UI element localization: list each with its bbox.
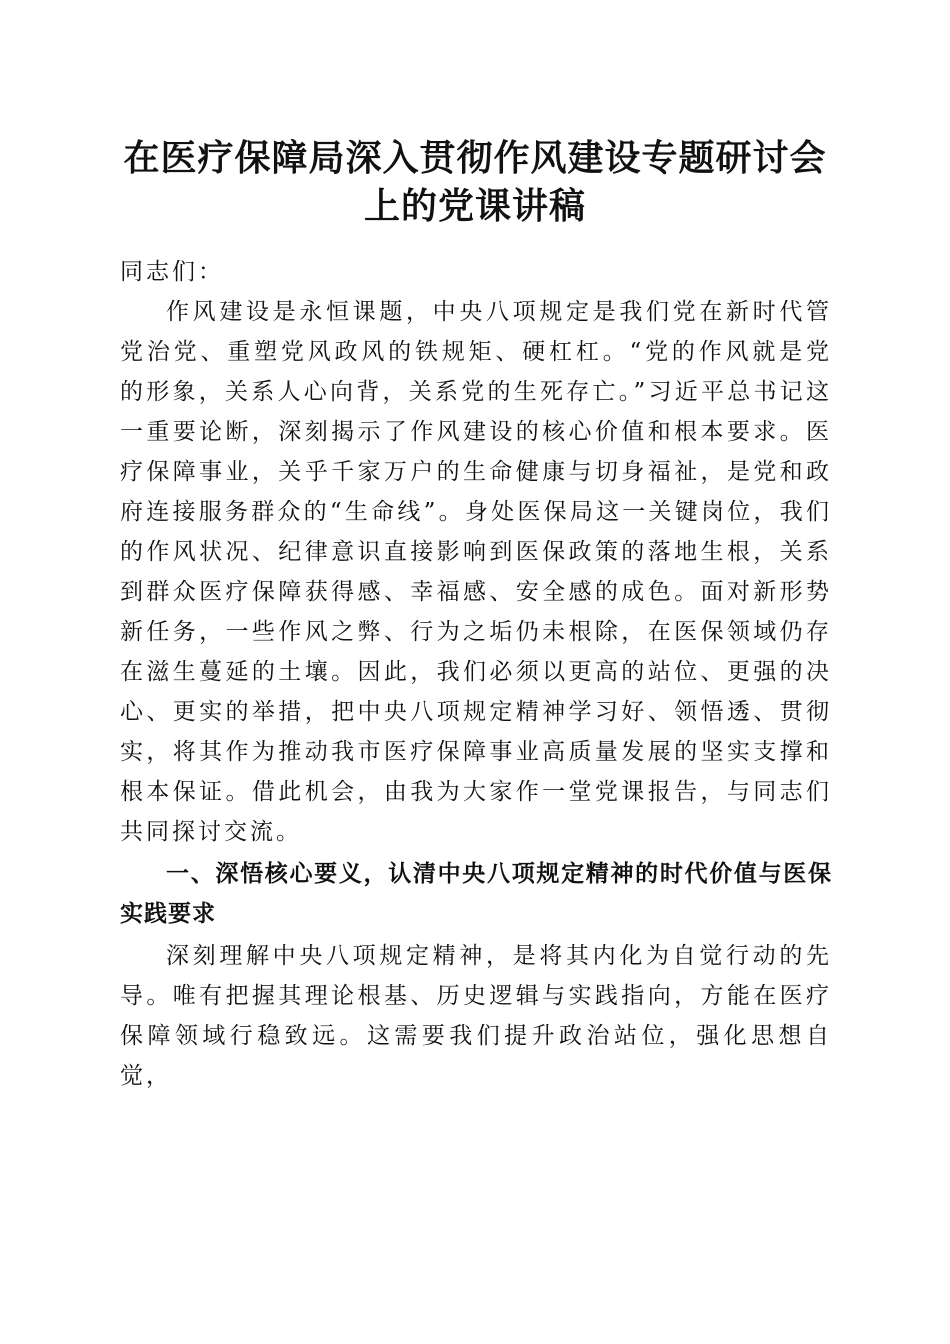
document-title: 在医疗保障局深入贯彻作风建设专题研讨会上的党课讲稿 — [123, 137, 827, 227]
section-paragraph: 深刻理解中央八项规定精神，是将其内化为自觉行动的先导。唯有把握其理论根基、历史逻辑与实践指向，方能在医疗保障领域行稳致远。这需要我们提升政治站位，强化思想自觉， — [120, 943, 832, 1089]
salutation: 同志们： — [120, 259, 224, 285]
section-heading: 一、深悟核心要义，认清中央八项规定精神的时代价值与医保实践要求 — [120, 861, 832, 927]
document-body — [120, 252, 832, 1096]
intro-paragraph: 作风建设是永恒课题，中央八项规定是我们党在新时代管党治党、重塑党风政风的铁规矩、硬杠杠。“党的作风就是党的形象，关系人心向背，关系党的生死存亡。”习近平总书记这一重要论断，深刻揭示了作风建设的核心价值和根本要求。医疗保障事业，关乎千家万户的生命健康与切身福祉，是党和政府连接服务群众的“生命线”。身处医保局这一关键岗位，我们的作风状况、纪律意识直接影响到医保政策的落地生根，关系到群众医疗保障获得感、幸福感、安全感的成色。面对新形势新任务，一些作风之弊、行为之垢仍未根除，在医保领域仍存在滋生蔓延的土壤。因此，我们必须以更高的站位、更强的决心、更实的举措，把中央八项规定精神学习好、领悟透、贯彻实，将其作为推动我市医疗保障事业高质量发展的坚实支撑和根本保证。借此机会，由我为大家作一堂党课报告，与同志们共同探讨交流。 — [120, 299, 832, 845]
